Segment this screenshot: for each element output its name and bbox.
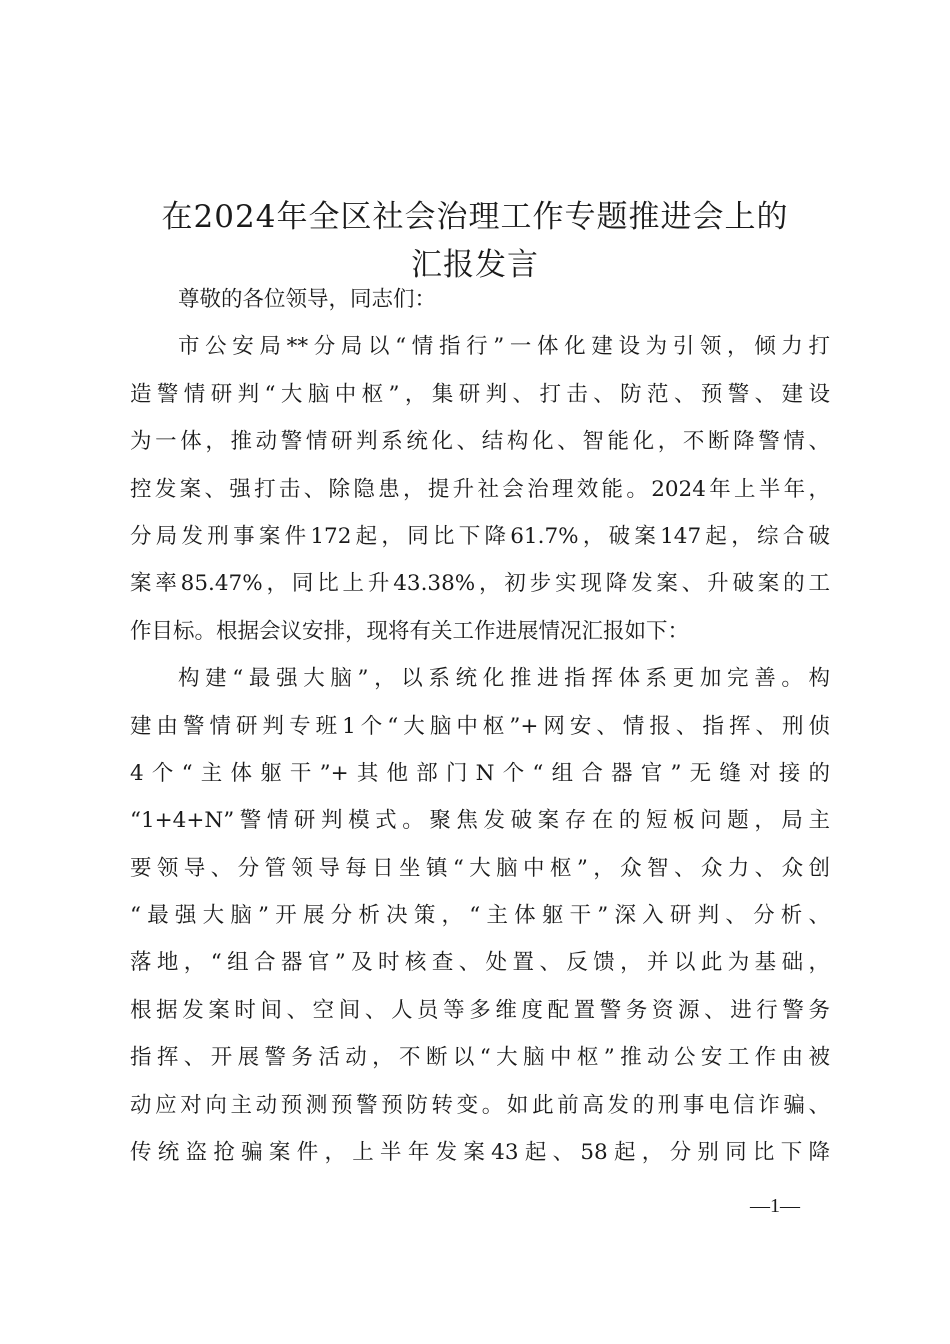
paragraph-1-line: 案率85.47%，同比上升43.38%，初步实现降发案、升破案的工: [130, 571, 830, 597]
title-line-1: 在2024年全区社会治理工作专题推进会上的: [161, 198, 789, 235]
paragraph-2-line: 根据发案时间、空间、人员等多维度配置警务资源、进行警务: [130, 997, 830, 1023]
paragraph-1-line: 作目标。根据会议安排，现将有关工作进展情况汇报如下：: [130, 618, 690, 644]
paragraph-1-line: 控发案、强打击、除隐患，提升社会治理效能。2024年上半年，: [130, 476, 830, 502]
paragraph-2-line: “最强大脑”开展分析决策，“主体躯干”深入研判、分析、: [130, 903, 830, 929]
paragraph-2-line: 落地，“组合器官”及时核查、处置、反馈，并以此为基础，: [130, 950, 830, 976]
document-title: [120, 193, 830, 289]
salutation: 尊敬的各位领导，同志们：: [178, 287, 437, 312]
paragraph-1-line: 造警情研判“大脑中枢”，集研判、打击、防范、预警、建设: [130, 381, 830, 407]
paragraph-2-line: 传统盗抢骗案件，上半年发案43起、58起，分别同比下降: [130, 1140, 830, 1166]
paragraph-1-line: 为一体，推动警情研判系统化、结构化、智能化，不断降警情、: [130, 429, 830, 455]
paragraph-2-line: 构建“最强大脑”，以系统化推进指挥体系更加完善。构: [178, 666, 830, 692]
document-body: [130, 276, 830, 1176]
page-number: —1—: [750, 1195, 800, 1217]
paragraph-2-line: 要领导、分管领导每日坐镇“大脑中枢”，众智、众力、众创: [130, 855, 830, 881]
title-line-2: 汇报发言: [411, 246, 539, 283]
paragraph-2-line: 指挥、开展警务活动，不断以“大脑中枢”推动公安工作由被: [130, 1045, 830, 1071]
paragraph-2-line: 4个“主体躯干”+其他部门N个“组合器官”无缝对接的: [130, 760, 830, 786]
paragraph-2-line: 动应对向主动预测预警预防转变。如此前高发的刑事电信诈骗、: [130, 1092, 830, 1118]
paragraph-2-line: 建由警情研判专班1个“大脑中枢”+网安、情报、指挥、刑侦: [130, 713, 830, 739]
paragraph-2-line: “1+4+N”警情研判模式。聚焦发破案存在的短板问题，局主: [130, 808, 830, 834]
paragraph-1-line: 分局发刑事案件172起，同比下降61.7%，破案147起，综合破: [130, 523, 830, 549]
paragraph-1-line: 市公安局**分局以“情指行”一体化建设为引领，倾力打: [178, 334, 830, 360]
